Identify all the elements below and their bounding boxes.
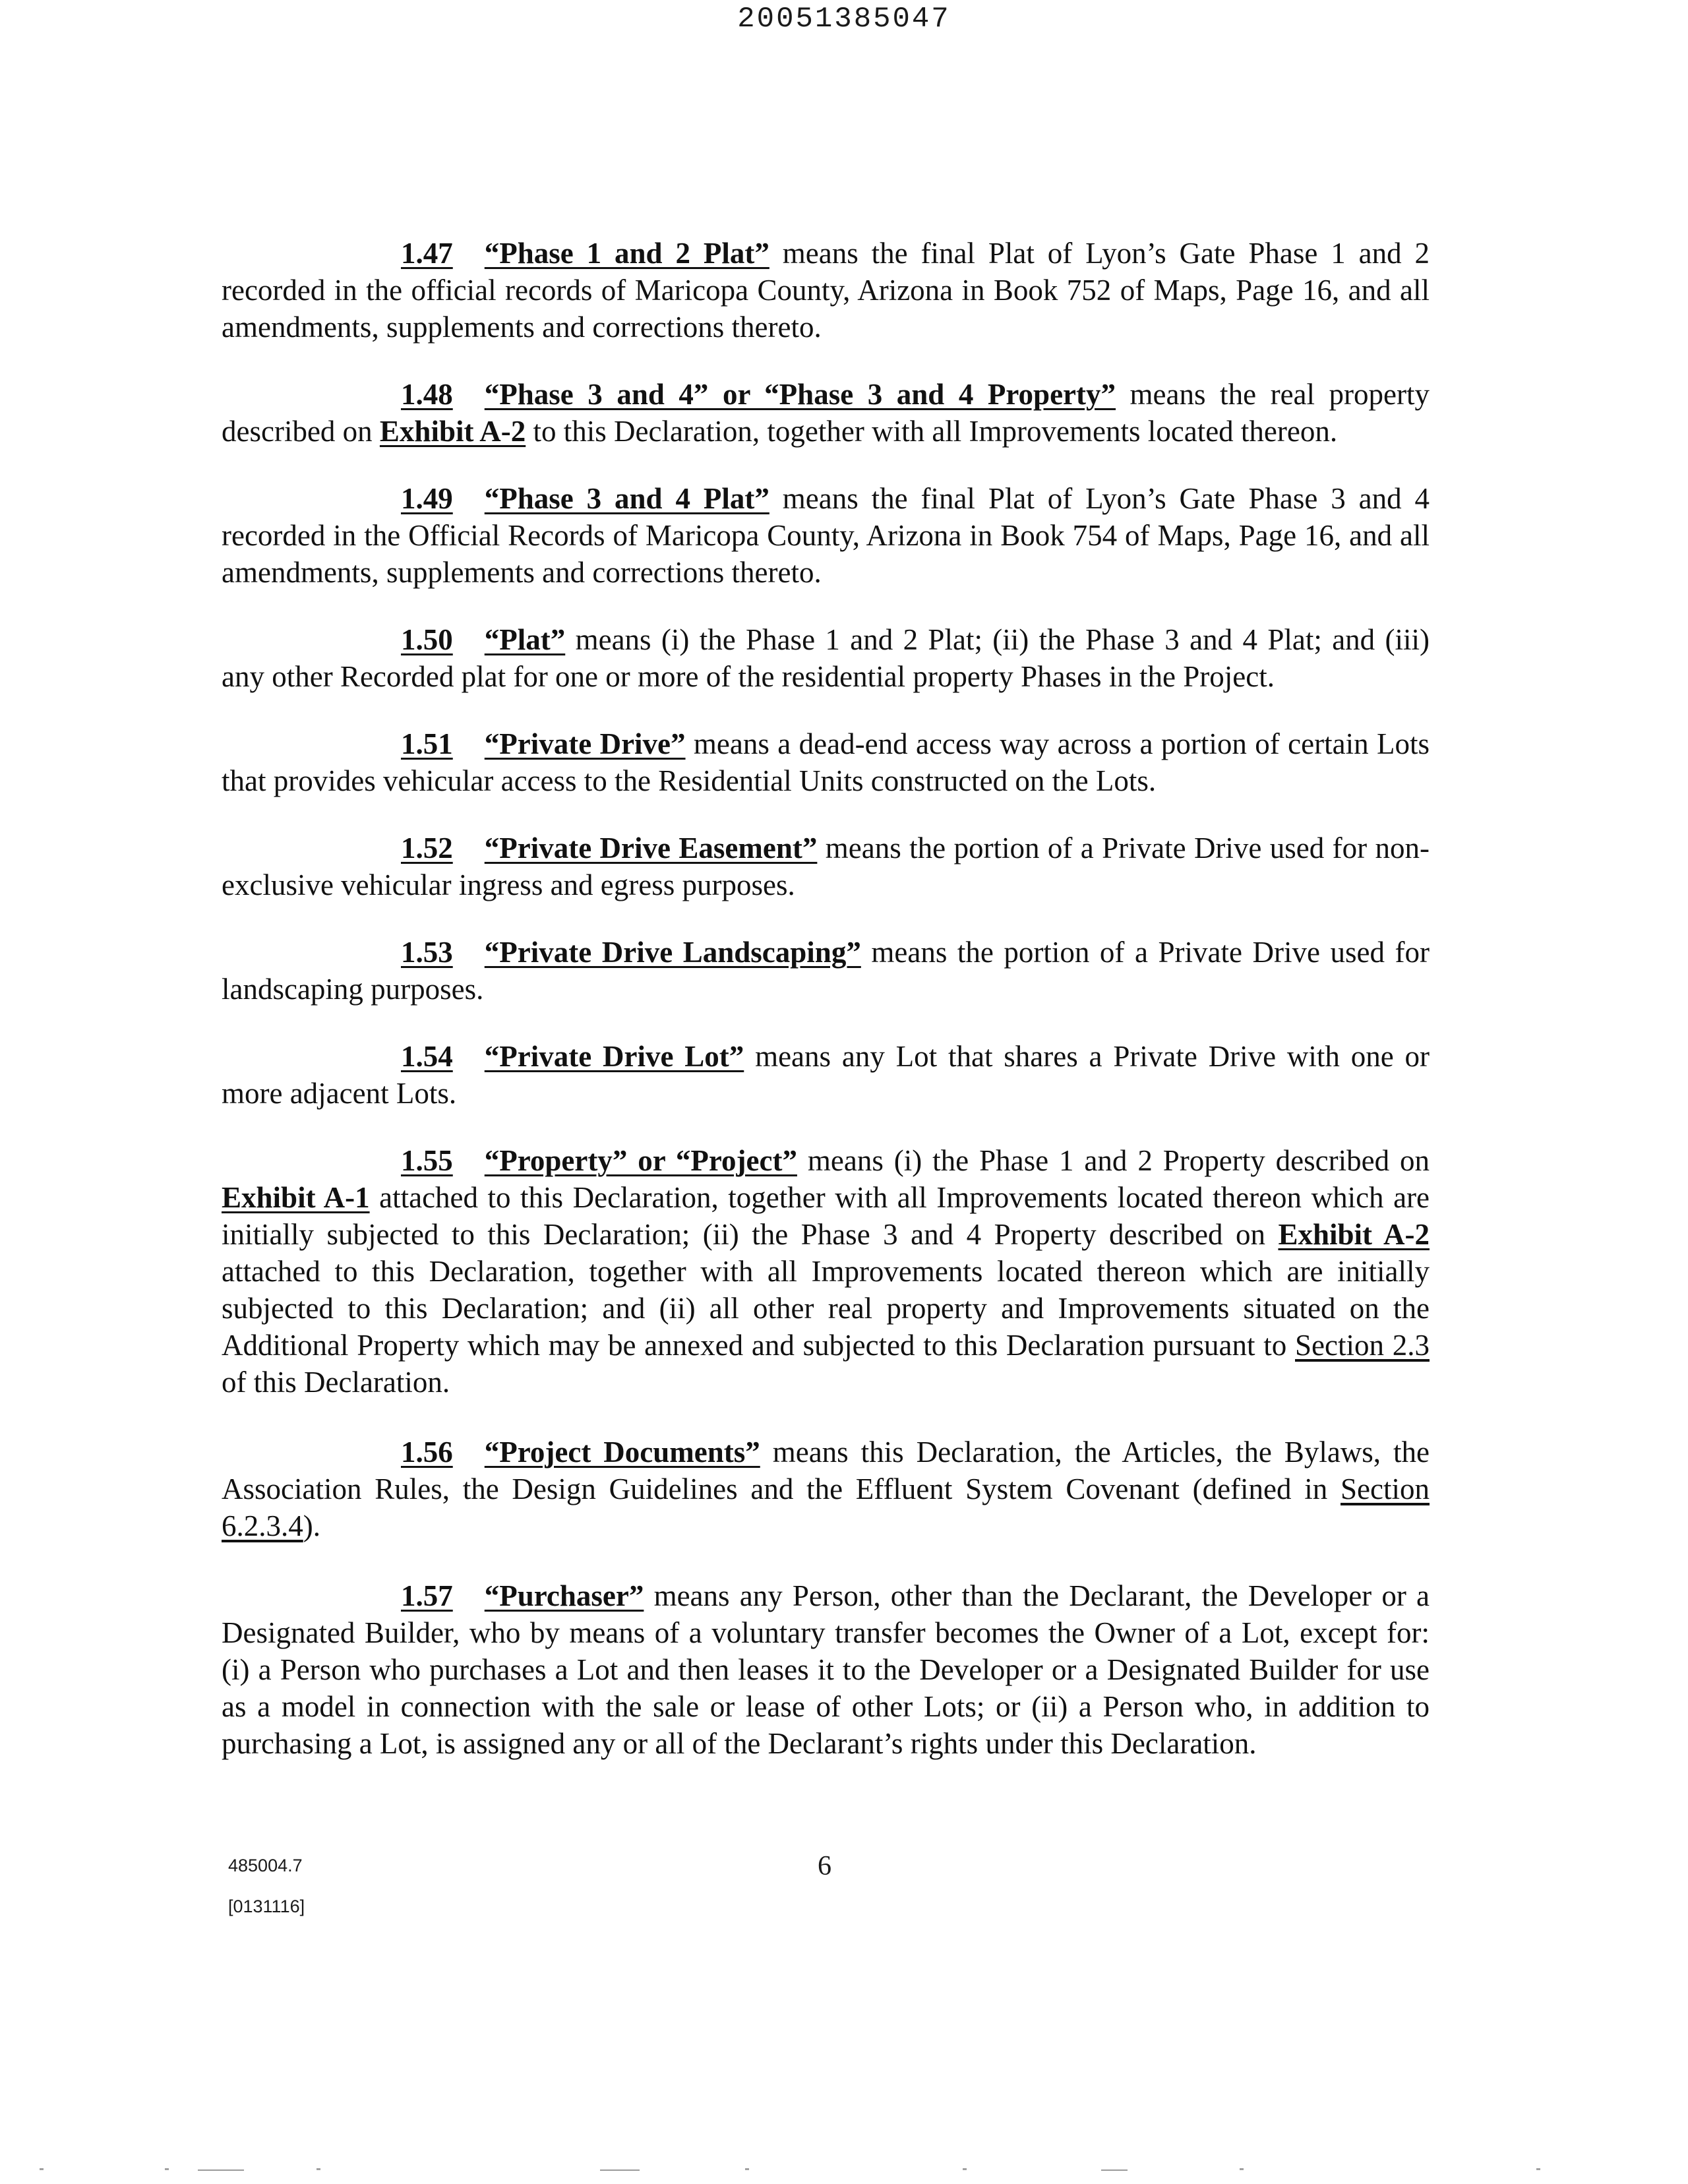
defined-term: “Project Documents” (484, 1436, 760, 1469)
section-number: 1.50 (401, 623, 453, 656)
scan-artifact (1536, 2168, 1540, 2170)
document-body (222, 235, 1430, 1792)
section-number: 1.54 (401, 1040, 453, 1073)
definition-text: means this Declaration, the Articles, the Bylaws, the Association Rules, the Design Guidelines and the Effluent System Covenant (defined in (222, 1436, 1430, 1505)
defined-term: “Property” or “Project” (484, 1144, 797, 1177)
definition-text: means the portion of a Private Drive used for non-exclusive vehicular ingress and egress purposes. (222, 832, 1430, 901)
definition-text: to this Declaration, together with all Improvements located thereon. (526, 415, 1338, 448)
section-1-51 (222, 725, 1430, 799)
section-1-52 (222, 830, 1430, 903)
scan-artifact (316, 2168, 320, 2170)
section-number: 1.53 (401, 936, 453, 969)
page-number: 6 (818, 1851, 831, 1881)
section-number: 1.49 (401, 482, 453, 515)
definition-text: means a dead-end access way across a portion of certain Lots that provides vehicular access to the Residential Units constructed on the Lots. (222, 727, 1430, 797)
defined-term: “Private Drive” (484, 727, 686, 760)
defined-term: “Phase 3 and 4” or “Phase 3 and 4 Property” (484, 378, 1116, 411)
scan-artifact (745, 2168, 749, 2170)
defined-term: “Purchaser” (484, 1579, 644, 1612)
defined-term: “Phase 1 and 2 Plat” (484, 237, 769, 270)
definition-text: means the real property described on (222, 378, 1430, 448)
section-1-56 (222, 1434, 1430, 1544)
section-number: 1.51 (401, 727, 453, 760)
definition-text: ). (303, 1509, 320, 1542)
section-1-48 (222, 376, 1430, 450)
defined-term: “Phase 3 and 4 Plat” (484, 482, 769, 515)
scan-artifact (1101, 2169, 1128, 2171)
section-number: 1.55 (401, 1144, 453, 1177)
section-number: 1.56 (401, 1436, 453, 1469)
section-number: 1.52 (401, 832, 453, 864)
section-number: 1.47 (401, 237, 453, 270)
definition-text: means the portion of a Private Drive used for landscaping purposes. (222, 936, 1430, 1006)
section-1-47 (222, 235, 1430, 346)
section-reference: Section 6.2.3.4 (222, 1472, 1430, 1542)
matter-id: [0131116] (228, 1896, 305, 1916)
definition-text: attached to this Declaration, together with all Improvements located thereon which are initially subjected to this Declaration; and (ii) all other real property and Improvements situated on the Additional Property which may be annexed and subjected to this Declaration pursuant to (222, 1255, 1430, 1362)
defined-term: “Private Drive Lot” (484, 1040, 744, 1073)
definition-text: means any Lot that shares a Private Drive with one or more adjacent Lots. (222, 1040, 1430, 1110)
scan-artifact (198, 2169, 244, 2171)
definition-text: means (i) the Phase 1 and 2 Plat; (ii) the Phase 3 and 4 Plat; and (iii) any other Recorded plat for one or more of the residential property Phases in the Project. (222, 623, 1430, 693)
section-number: 1.48 (401, 378, 453, 411)
scan-artifact (600, 2169, 640, 2171)
scan-artifact (165, 2168, 169, 2170)
section-number: 1.57 (401, 1579, 453, 1612)
scan-artifact (40, 2168, 44, 2170)
section-reference: Section 2.3 (1295, 1329, 1430, 1362)
section-1-55 (222, 1142, 1430, 1401)
defined-term: “Plat” (484, 623, 566, 656)
definition-text: means (i) the Phase 1 and 2 Property described on (797, 1144, 1430, 1177)
exhibit-reference: Exhibit A-2 (379, 415, 526, 448)
section-1-54 (222, 1038, 1430, 1112)
defined-term: “Private Drive Easement” (484, 832, 818, 864)
definition-text: attached to this Declaration, together with all Improvements located thereon which are initially subjected to this Declaration; (ii) the Phase 3 and 4 Property described on (222, 1181, 1430, 1251)
section-1-53 (222, 934, 1430, 1008)
definition-text: means the final Plat of Lyon’s Gate Phase 1 and 2 recorded in the official records of Maricopa County, Arizona in Book 752 of Maps, Page 16, and all amendments, supplements and corrections thereto. (222, 237, 1430, 344)
exhibit-reference: Exhibit A-1 (222, 1181, 370, 1214)
section-1-50 (222, 621, 1430, 695)
exhibit-reference: Exhibit A-2 (1278, 1218, 1430, 1251)
section-1-49 (222, 480, 1430, 591)
document-id: 485004.7 (228, 1856, 303, 1875)
section-1-57 (222, 1577, 1430, 1762)
defined-term: “Private Drive Landscaping” (484, 936, 861, 969)
record-number: 20051385047 (737, 3, 951, 36)
scan-artifact (1240, 2168, 1244, 2170)
definition-text: means any Person, other than the Declarant, the Developer or a Designated Builder, who by means of a voluntary transfer becomes the Owner of a Lot, except for: (i) a Person who purchases a Lot and then leases it to the Developer or a Designated Builder for use as a model in connection with the sale or lease of other Lots; or (ii) a Person who, in addition to purchasing a Lot, is assigned any or all of the Declarant’s rights under this Declaration. (222, 1579, 1430, 1760)
definition-text: means the final Plat of Lyon’s Gate Phase 3 and 4 recorded in the Official Records of Maricopa County, Arizona in Book 754 of Maps, Page 16, and all amendments, supplements and corrections thereto. (222, 482, 1430, 589)
definition-text: of this Declaration. (222, 1366, 450, 1399)
scan-artifact (963, 2168, 967, 2170)
